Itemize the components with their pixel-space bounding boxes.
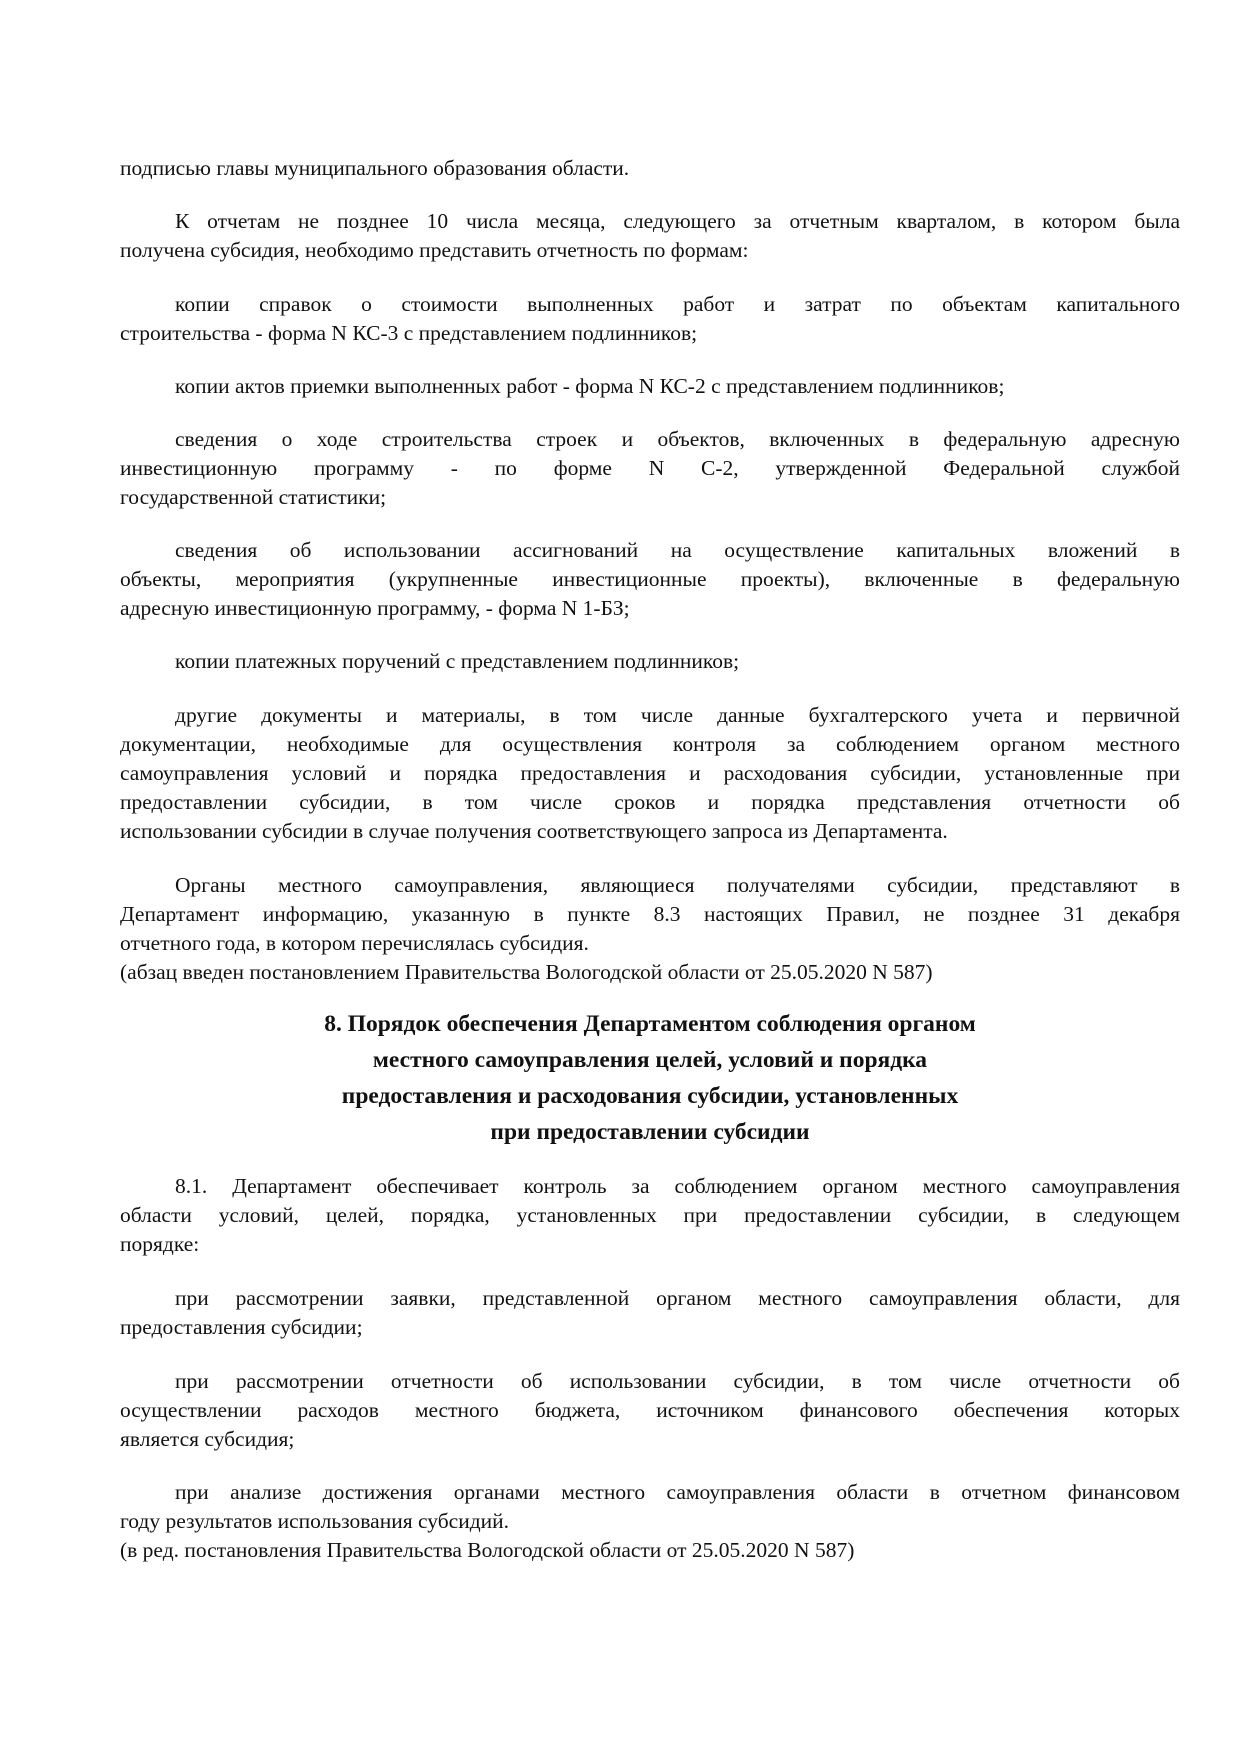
- paragraph: [120, 425, 1180, 512]
- section-heading: [120, 1006, 1180, 1150]
- text-line: копии платежных поручений с представлением подлинников;: [175, 649, 740, 673]
- text-line: отчетного года, в котором перечислялась субсидия.: [120, 931, 589, 955]
- text-line: предоставления субсидии;: [120, 1315, 363, 1339]
- paragraph: [120, 1172, 1180, 1259]
- text-line: инвестиционную программу - по форме N С-2, утвержденной Федеральной службой: [120, 456, 1180, 480]
- text-line: адресную инвестиционную программу, - форма N 1-БЗ;: [120, 596, 630, 620]
- paragraph: [120, 154, 1180, 183]
- text-line: подписью главы муниципального образования области.: [120, 156, 630, 180]
- paragraph: [120, 871, 1180, 987]
- text-line: копии справок о стоимости выполненных работ и затрат по объектам капитального: [175, 292, 1180, 316]
- paragraph: [120, 647, 1180, 676]
- text-line: получена субсидия, необходимо представить отчетность по формам:: [120, 238, 749, 262]
- heading-line: при предоставлении субсидии: [490, 1119, 810, 1145]
- paragraph: [120, 207, 1180, 265]
- text-line: объекты, мероприятия (укрупненные инвестиционные проекты), включенные в федеральную: [120, 567, 1180, 591]
- text-line: осуществлении расходов местного бюджета, источником финансового обеспечения которых: [120, 1398, 1180, 1422]
- text-line: порядке:: [120, 1232, 200, 1256]
- text-line: является субсидия;: [120, 1427, 295, 1451]
- text-line: году результатов использования субсидий.: [120, 1509, 510, 1533]
- text-line: копии актов приемки выполненных работ - форма N КС-2 с представлением подлинников;: [175, 374, 1005, 398]
- text-line: при рассмотрении отчетности об использовании субсидии, в том числе отчетности об: [175, 1369, 1180, 1393]
- text-line: сведения об использовании ассигнований на осуществление капитальных вложений в: [175, 538, 1180, 562]
- text-line: Органы местного самоуправления, являющиеся получателями субсидии, представляют в: [175, 873, 1180, 897]
- amendment-note: (абзац введен постановлением Правительства Вологодской области от 25.05.2020 N 587): [120, 960, 933, 984]
- text-line: использовании субсидии в случае получения соответствующего запроса из Департамента.: [120, 819, 948, 843]
- text-line: самоуправления условий и порядка предоставления и расходования субсидии, установленные при: [120, 761, 1180, 785]
- paragraph: [120, 1284, 1180, 1342]
- paragraph: [120, 290, 1180, 348]
- text-line: 8.1. Департамент обеспечивает контроль за соблюдением органом местного самоуправления: [175, 1174, 1180, 1198]
- amendment-note: (в ред. постановления Правительства Вологодской области от 25.05.2020 N 587): [120, 1538, 855, 1562]
- text-line: строительства - форма N КС-3 с представлением подлинников;: [120, 321, 698, 345]
- text-line: при рассмотрении заявки, представленной органом местного самоуправления области, для: [175, 1286, 1180, 1310]
- text-line: при анализе достижения органами местного самоуправления области в отчетном финансовом: [175, 1480, 1180, 1504]
- heading-line: местного самоуправления целей, условий и порядка: [372, 1047, 928, 1073]
- text-line: сведения о ходе строительства строек и объектов, включенных в федеральную адресную: [175, 427, 1180, 451]
- text-line: государственной статистики;: [120, 485, 387, 509]
- paragraph: [120, 1478, 1180, 1565]
- paragraph: [120, 701, 1180, 846]
- text-line: предоставлении субсидии, в том числе сроков и порядка представления отчетности об: [120, 790, 1180, 814]
- paragraph: [120, 372, 1180, 401]
- paragraph: [120, 536, 1180, 623]
- text-line: документации, необходимые для осуществления контроля за соблюдением органом местного: [120, 732, 1180, 756]
- text-line: области условий, целей, порядка, установленных при предоставлении субсидии, в следующем: [120, 1203, 1180, 1227]
- paragraph: [120, 1367, 1180, 1454]
- text-line: К отчетам не позднее 10 числа месяца, следующего за отчетным кварталом, в котором была: [175, 209, 1180, 233]
- text-line: другие документы и материалы, в том числе данные бухгалтерского учета и первичной: [175, 703, 1180, 727]
- text-line: Департамент информацию, указанную в пункте 8.3 настоящих Правил, не позднее 31 декабря: [120, 902, 1180, 926]
- heading-line: 8. Порядок обеспечения Департаментом соблюдения органом: [324, 1011, 976, 1037]
- heading-line: предоставления и расходования субсидии, установленных: [341, 1083, 959, 1109]
